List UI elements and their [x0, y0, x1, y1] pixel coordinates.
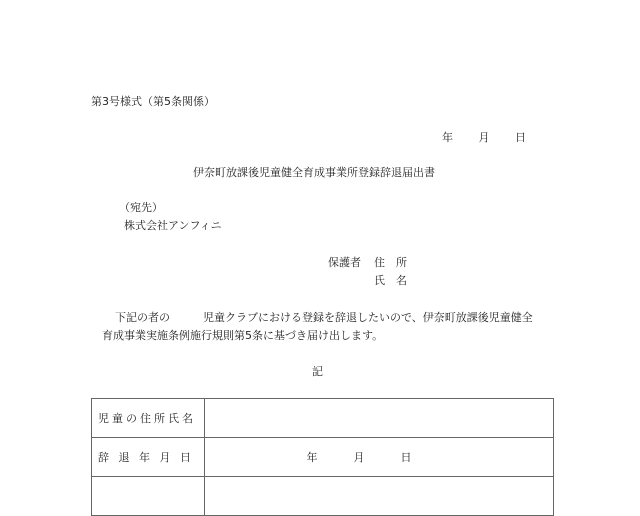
addressee: 株式会社アンフィニ	[124, 219, 222, 232]
guardian-address-label: 住 所	[374, 256, 407, 269]
child-address-name-label: 児童の住所氏名	[92, 399, 205, 438]
table-row	[92, 477, 554, 516]
withdrawal-date-label: 辞 退 年 月 日	[92, 438, 205, 477]
header-date	[442, 131, 526, 144]
addressee-label: （宛先）	[119, 201, 163, 214]
child-address-name-field[interactable]	[205, 399, 554, 438]
document-title: 伊奈町放課後児童健全育成事業所登録辞退届出書	[193, 166, 435, 179]
form-label: 第3号様式（第5条関係）	[91, 95, 215, 108]
date-day: 日	[515, 131, 526, 144]
table-row	[92, 399, 554, 438]
withdrawal-day: 日	[400, 451, 412, 464]
date-year: 年	[442, 131, 453, 144]
withdrawal-date-field[interactable]	[205, 438, 554, 477]
date-month: 月	[478, 131, 490, 144]
row-3-label	[92, 477, 205, 516]
guardian-label: 保護者	[328, 256, 361, 269]
body-line-2: 育成事業実施条例施行規則第5条に基づき届け出します。	[102, 329, 384, 342]
ki-heading: 記	[312, 365, 323, 378]
details-table	[91, 398, 554, 516]
guardian-name-label: 氏 名	[374, 274, 407, 287]
body-line-1: 下記の者の 児童クラブにおける登録を辞退したいので、伊奈町放課後児童健全	[115, 311, 533, 324]
table-row	[92, 438, 554, 477]
withdrawal-year: 年	[306, 451, 318, 464]
withdrawal-month: 月	[353, 451, 365, 464]
row-3-field[interactable]	[205, 477, 554, 516]
